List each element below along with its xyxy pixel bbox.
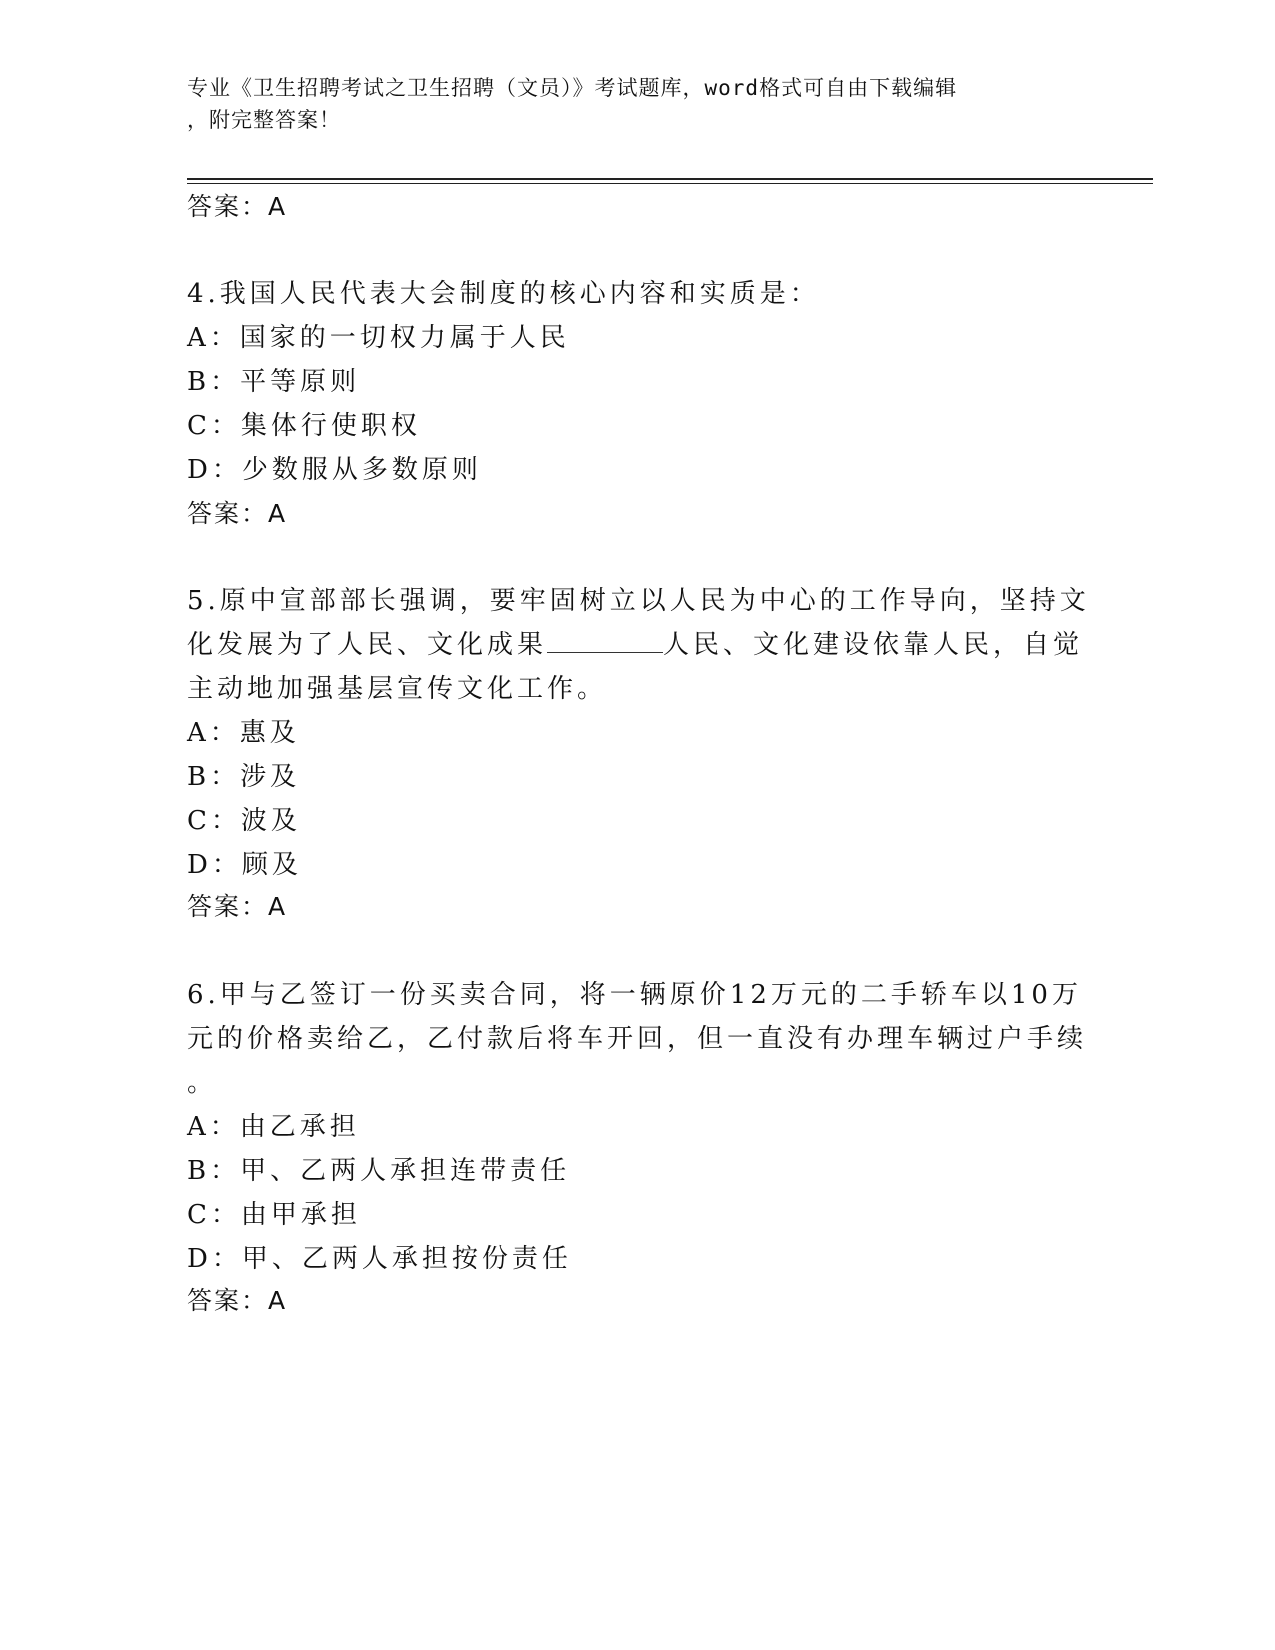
question-5-option-b: B：涉及 [187,762,301,792]
question-5-stem-part-b: 人民、文化建设依靠人民，自觉 [663,630,1084,660]
question-5-stem-line-3: 主动地加强基层宣传文化工作。 [187,674,608,704]
question-5-stem-line-1: 5.原中宣部部长强调，要牢固树立以人民为中心的工作导向，坚持文 [187,586,1090,616]
question-5-option-c: C：波及 [187,806,301,836]
header-line-1: 专业《卫生招聘考试之卫生招聘（文员）》考试题库，word格式可自由下载编辑 [187,76,958,100]
question-6-stem-line-3: 。 [187,1068,218,1098]
question-6-stem-line-1: 6.甲与乙签订一份买卖合同，将一辆原价12万元的二手轿车以10万 [187,980,1082,1010]
header-rule-thin [187,183,1153,184]
header-rule-thick [187,178,1153,180]
question-4-stem: 4.我国人民代表大会制度的核心内容和实质是： [187,279,820,309]
question-6-option-d: D：甲、乙两人承担按份责任 [187,1244,572,1274]
answer-q4: 答案：A [187,499,288,528]
question-5-option-d: D：顾及 [187,850,302,880]
question-6-stem-line-2: 元的价格卖给乙，乙付款后将车开回，但一直没有办理车辆过户手续 [187,1024,1088,1054]
answer-q3: 答案：A [187,192,288,221]
question-5-option-a: A：惠及 [187,718,300,748]
fill-in-blank [547,628,663,653]
answer-q6: 答案：A [187,1286,288,1315]
answer-q5: 答案：A [187,892,288,921]
question-6-option-a: A：由乙承担 [187,1112,360,1142]
question-4-option-d: D：少数服从多数原则 [187,455,482,485]
header-line-2: ，附完整答案！ [187,108,341,132]
question-6-option-b: B：甲、乙两人承担连带责任 [187,1156,571,1186]
document-header [187,72,1067,136]
question-4-option-c: C：集体行使职权 [187,411,421,441]
question-4-option-a: A：国家的一切权力属于人民 [187,323,570,353]
question-5-stem-line-2 [187,628,1083,662]
question-5-stem-part-a: 化发展为了人民、文化成果 [187,630,548,660]
question-6-option-c: C：由甲承担 [187,1200,361,1230]
question-4-option-b: B：平等原则 [187,367,361,397]
